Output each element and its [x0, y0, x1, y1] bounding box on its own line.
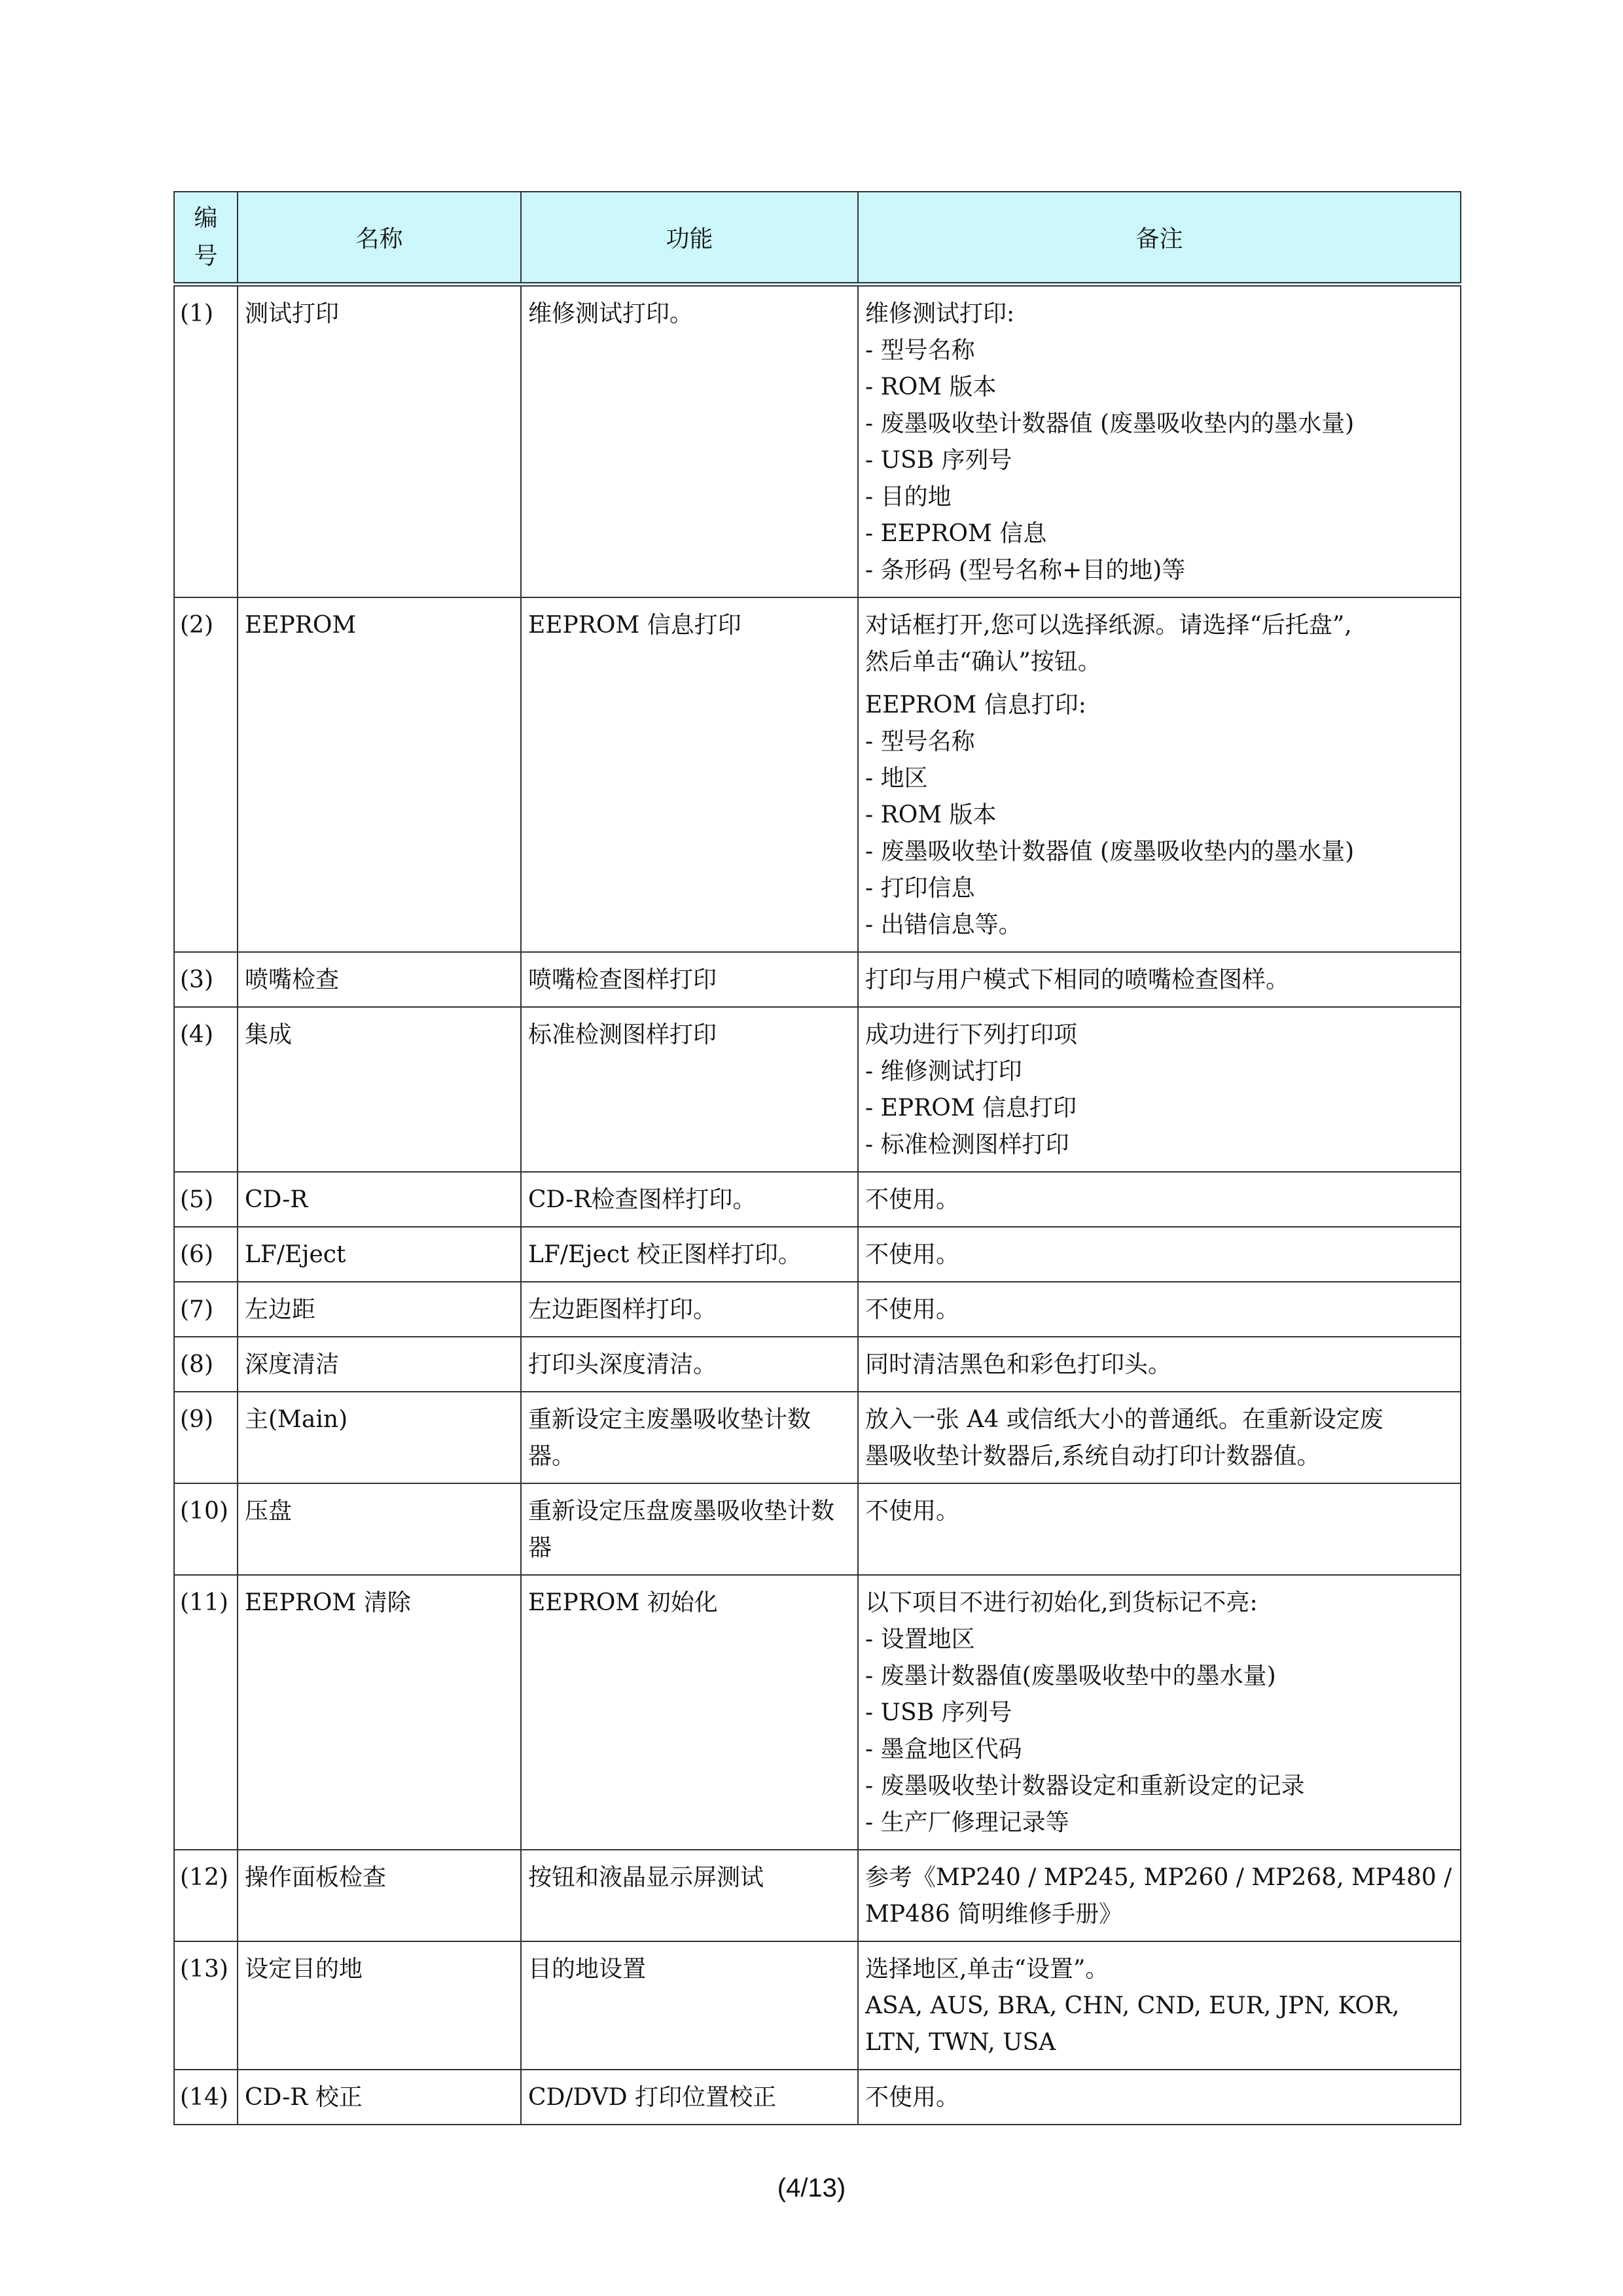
note-line: - 生产厂修理记录等: [865, 1809, 1069, 1836]
row-notes: [858, 1172, 1461, 1227]
row-function: 喷嘴检查图样打印: [521, 952, 858, 1007]
header-function: 功能: [521, 192, 858, 285]
header-remarks: 备注: [858, 192, 1461, 285]
table-row: [174, 1227, 1461, 1282]
table-row: [174, 952, 1461, 1007]
row-number: (11): [174, 1575, 238, 1850]
note-line: - 出错信息等。: [865, 911, 1022, 938]
note-line: - 废墨吸收垫计数器值 (废墨吸收垫内的墨水量): [865, 410, 1355, 437]
note-line: MP486 简明维修手册》: [865, 1901, 1123, 1928]
table-row: [174, 1172, 1461, 1227]
note-line: ASA, AUS, BRA, CHN, CND, EUR, JPN, KOR,: [865, 1992, 1400, 2019]
row-number: (14): [174, 2070, 238, 2125]
note-line: 不使用。: [865, 2084, 960, 2111]
row-name: CD-R: [238, 1172, 521, 1227]
row-notes: [858, 952, 1461, 1007]
row-function: LF/Eject 校正图样打印。: [521, 1227, 858, 1282]
row-number: (6): [174, 1227, 238, 1282]
row-notes: [858, 1483, 1461, 1575]
row-name: 主(Main): [238, 1392, 521, 1483]
row-name: 操作面板检查: [238, 1850, 521, 1941]
row-function: EEPROM 信息打印: [521, 597, 858, 952]
note-line: - ROM 版本: [865, 374, 997, 400]
row-notes: [858, 1337, 1461, 1392]
note-spacer: [865, 680, 1454, 687]
table-header-row: [174, 192, 1461, 285]
note-line: LTN, TWN, USA: [865, 2029, 1056, 2056]
note-line: - 地区: [865, 765, 928, 792]
row-name: EEPROM 清除: [238, 1575, 521, 1850]
note-line: 然后单击“确认”按钮。: [865, 648, 1101, 675]
note-line: - EPROM 信息打印: [865, 1095, 1077, 1122]
note-line: EEPROM 信息打印:: [865, 692, 1086, 718]
document-page: [173, 191, 1460, 2125]
note-line: - USB 序列号: [865, 1699, 1012, 1726]
note-line: - 打印信息: [865, 875, 975, 902]
page-number: (4/13): [777, 2174, 846, 2202]
row-notes: [858, 1007, 1461, 1172]
table-row: [174, 2070, 1461, 2125]
row-number: (8): [174, 1337, 238, 1392]
note-line: - 维修测试打印: [865, 1058, 1022, 1085]
row-function: 维修测试打印。: [521, 285, 858, 598]
row-notes: [858, 1282, 1461, 1337]
row-notes: [858, 2070, 1461, 2125]
table-row: [174, 1483, 1461, 1575]
table-row: [174, 285, 1461, 598]
note-line: 不使用。: [865, 1241, 960, 1268]
header-number-line: 编: [194, 204, 218, 232]
table-row: [174, 1575, 1461, 1850]
row-notes: [858, 1227, 1461, 1282]
table-row: [174, 1392, 1461, 1483]
note-line: - 型号名称: [865, 728, 975, 755]
note-line: 以下项目不进行初始化,到货标记不亮:: [865, 1589, 1258, 1616]
row-number: (1): [174, 285, 238, 598]
note-line: - USB 序列号: [865, 447, 1012, 474]
note-line: 维修测试打印:: [865, 300, 1015, 327]
note-line: 成功进行下列打印项: [865, 1021, 1078, 1048]
row-name: 左边距: [238, 1282, 521, 1337]
note-line: - 废墨吸收垫计数器值 (废墨吸收垫内的墨水量): [865, 838, 1355, 865]
note-line: 选择地区,单击“设置”。: [865, 1956, 1109, 1983]
row-name: 测试打印: [238, 285, 521, 598]
row-number: (4): [174, 1007, 238, 1172]
note-line: - 设置地区: [865, 1626, 975, 1653]
note-line: 不使用。: [865, 1296, 960, 1323]
note-line: - 条形码 (型号名称+目的地)等: [865, 557, 1186, 584]
header-number: [174, 192, 238, 285]
row-function: CD/DVD 打印位置校正: [521, 2070, 858, 2125]
note-line: 同时清洁黑色和彩色打印头。: [865, 1351, 1172, 1378]
row-function: 按钮和液晶显示屏测试: [521, 1850, 858, 1941]
service-mode-table: [173, 191, 1461, 2125]
row-function: 左边距图样打印。: [521, 1282, 858, 1337]
note-line: 放入一张 A4 或信纸大小的普通纸。在重新设定废: [865, 1406, 1383, 1433]
note-line: - 墨盒地区代码: [865, 1736, 1022, 1763]
row-name: 深度清洁: [238, 1337, 521, 1392]
table-row: [174, 1282, 1461, 1337]
note-line: - ROM 版本: [865, 802, 997, 828]
table-row: [174, 1007, 1461, 1172]
row-name: EEPROM: [238, 597, 521, 952]
note-line: 不使用。: [865, 1186, 960, 1213]
note-line: - 目的地: [865, 484, 952, 510]
row-notes: [858, 1941, 1461, 2070]
table-row: [174, 597, 1461, 952]
row-number: (9): [174, 1392, 238, 1483]
row-name: CD-R 校正: [238, 2070, 521, 2125]
row-number: (13): [174, 1941, 238, 2070]
table-row: [174, 1337, 1461, 1392]
row-notes: [858, 1850, 1461, 1941]
row-function: 目的地设置: [521, 1941, 858, 2070]
row-number: (5): [174, 1172, 238, 1227]
note-line: 不使用。: [865, 1498, 960, 1525]
row-number: (3): [174, 952, 238, 1007]
note-line: - 废墨吸收垫计数器设定和重新设定的记录: [865, 1773, 1305, 1799]
note-line: - 标准检测图样打印: [865, 1131, 1069, 1158]
row-function: 标准检测图样打印: [521, 1007, 858, 1172]
row-notes: [858, 1392, 1461, 1483]
row-number: (7): [174, 1282, 238, 1337]
row-name: 压盘: [238, 1483, 521, 1575]
note-line: - 型号名称: [865, 337, 975, 364]
note-line: 墨吸收垫计数器后,系统自动打印计数器值。: [865, 1443, 1321, 1470]
row-function: 重新设定主废墨吸收垫计数器。: [521, 1392, 858, 1483]
note-line: - EEPROM 信息: [865, 520, 1047, 547]
table-row: [174, 1941, 1461, 2070]
row-name: 集成: [238, 1007, 521, 1172]
row-function: 重新设定压盘废墨吸收垫计数器: [521, 1483, 858, 1575]
row-function: 打印头深度清洁。: [521, 1337, 858, 1392]
row-notes: [858, 597, 1461, 952]
row-name: LF/Eject: [238, 1227, 521, 1282]
row-number: (10): [174, 1483, 238, 1575]
row-notes: [858, 285, 1461, 598]
note-line: 对话框打开,您可以选择纸源。请选择“后托盘”,: [865, 612, 1352, 639]
header-name: 名称: [238, 192, 521, 285]
row-name: 设定目的地: [238, 1941, 521, 2070]
header-number-line: 号: [194, 242, 218, 270]
note-line: 打印与用户模式下相同的喷嘴检查图样。: [865, 966, 1290, 993]
row-name: 喷嘴检查: [238, 952, 521, 1007]
note-line: - 废墨计数器值(废墨吸收垫中的墨水量): [865, 1663, 1276, 1689]
row-number: (12): [174, 1850, 238, 1941]
row-function: CD-R检查图样打印。: [521, 1172, 858, 1227]
row-function: EEPROM 初始化: [521, 1575, 858, 1850]
row-notes: [858, 1575, 1461, 1850]
row-number: (2): [174, 597, 238, 952]
table-row: [174, 1850, 1461, 1941]
note-line: 参考《MP240 / MP245, MP260 / MP268, MP480 /: [865, 1864, 1452, 1891]
